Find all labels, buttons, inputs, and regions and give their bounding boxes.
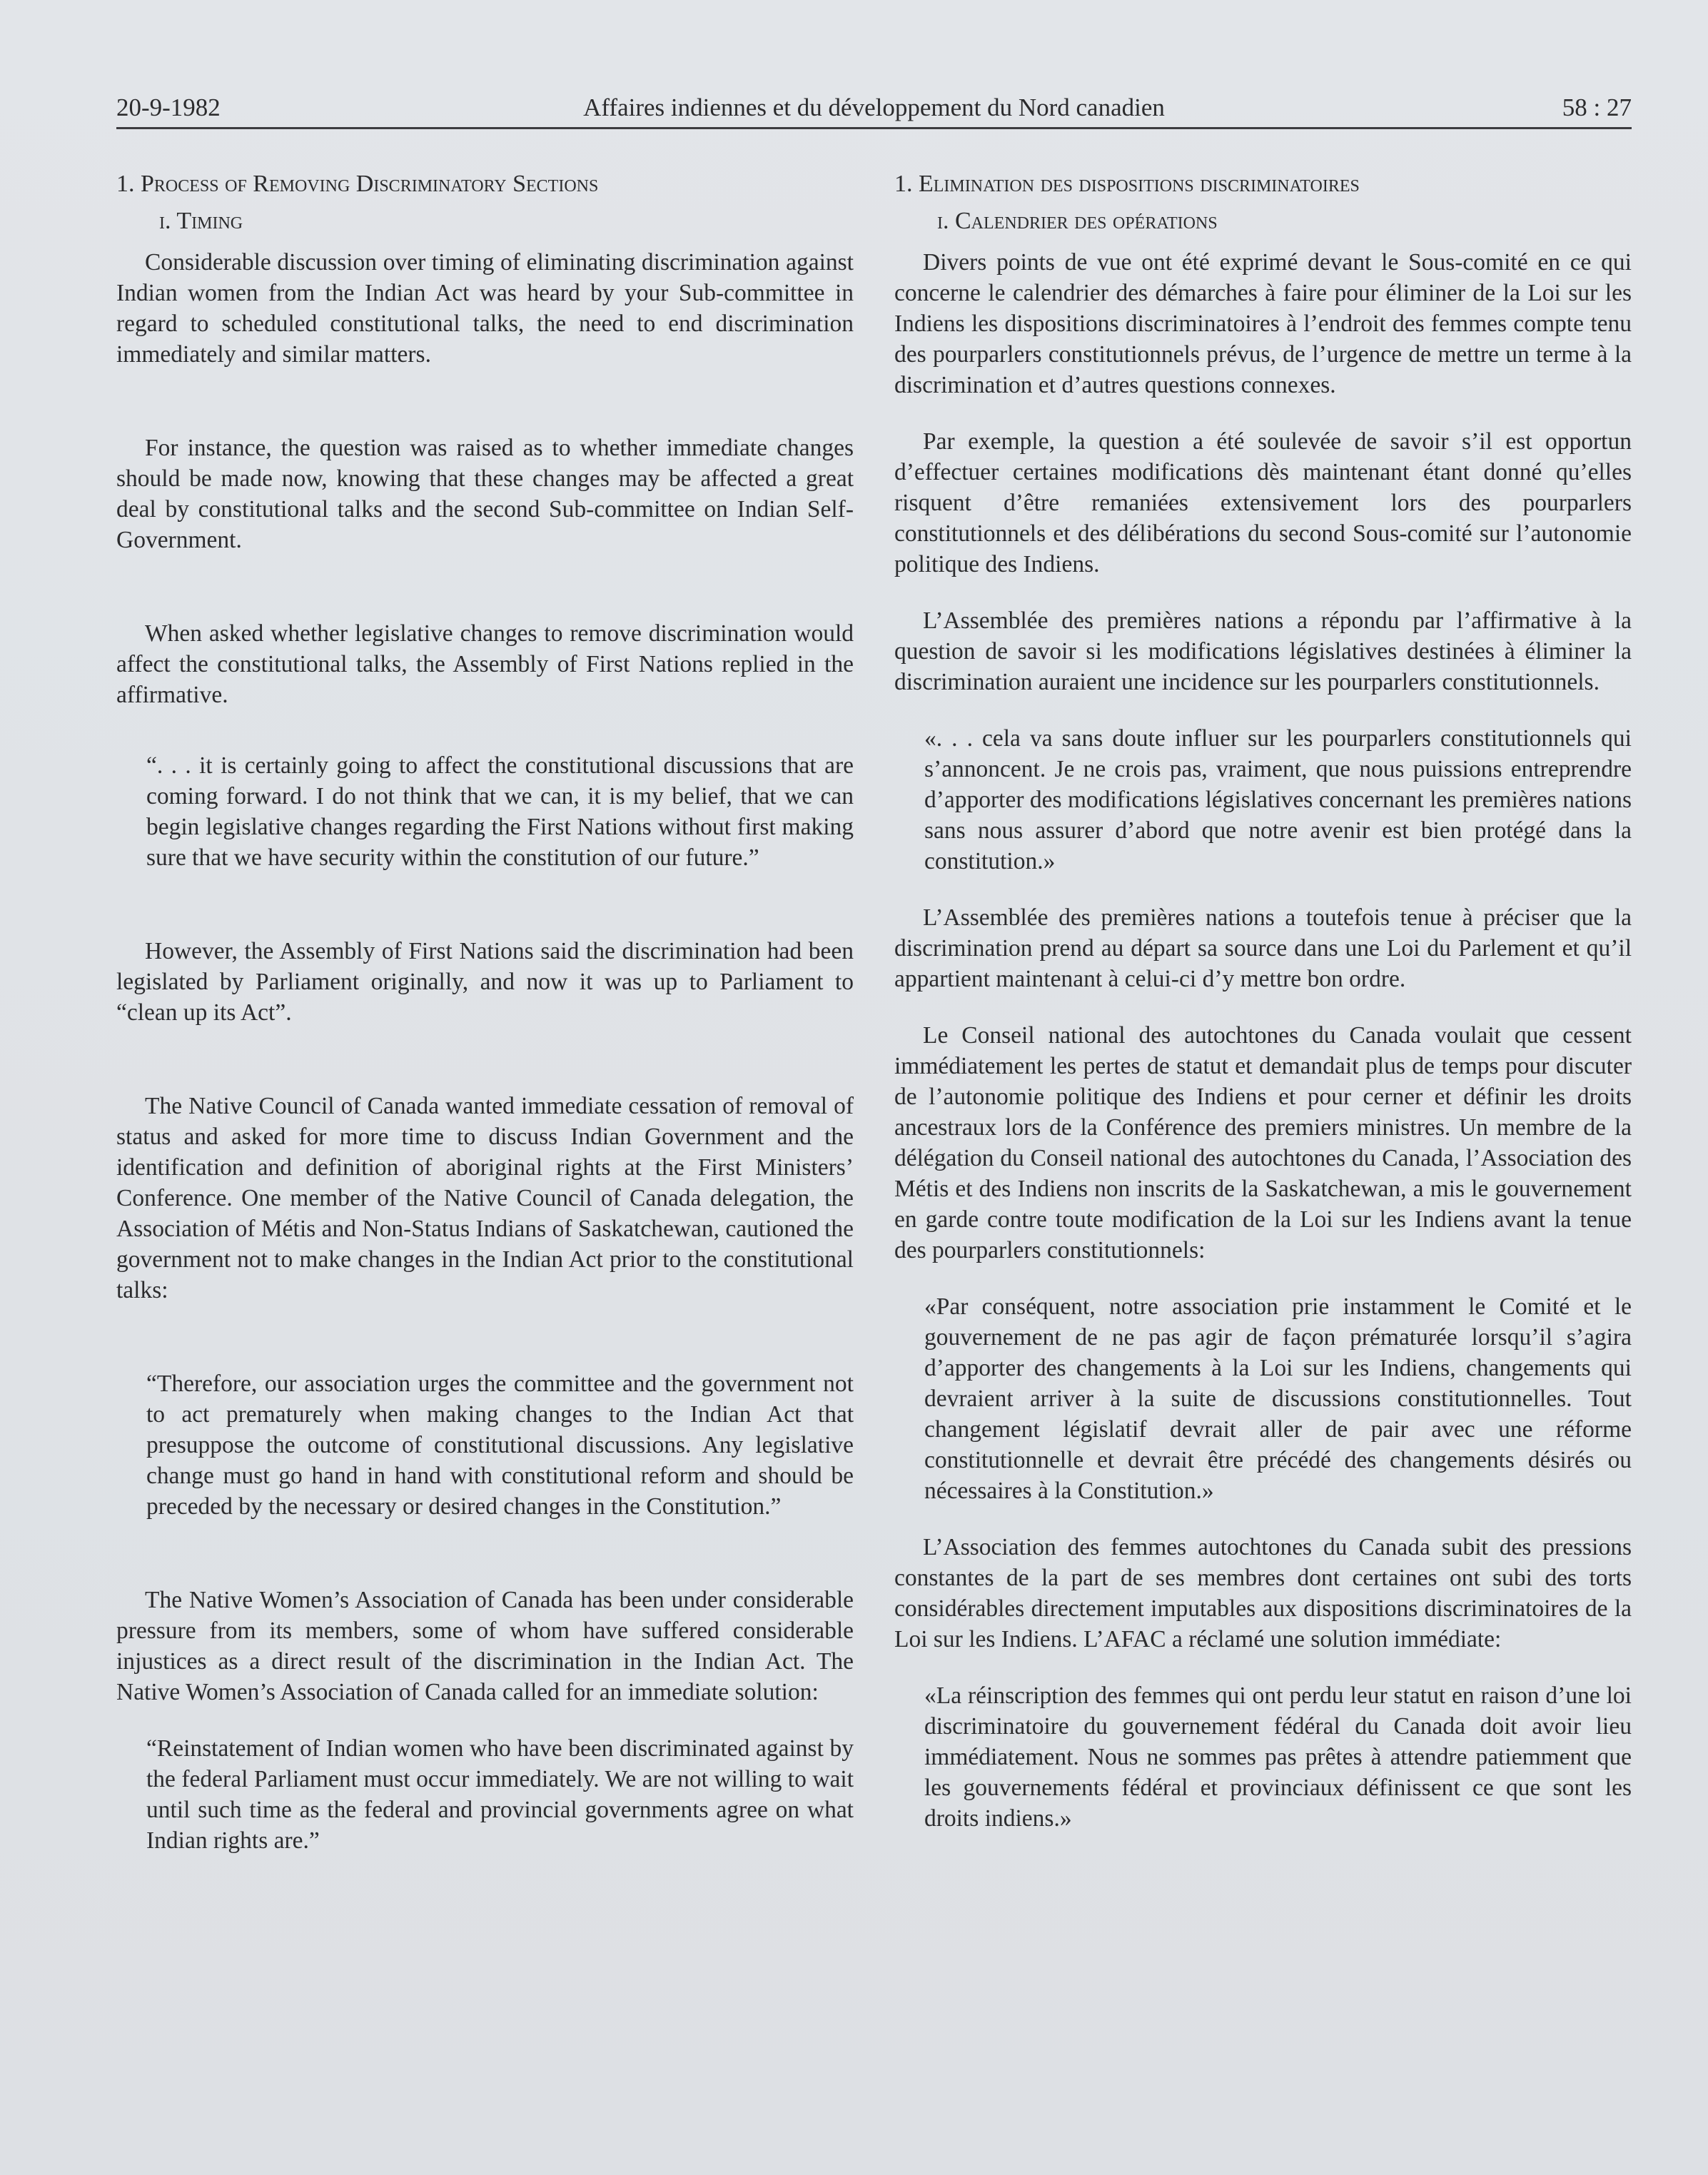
paragraph: Considerable discussion over timing of eliminating discrimination against Indian women from the Indian Act was heard by your Sub-committee in regard to scheduled constitutional talks, the need to end discrimination immediately and similar matters. <box>116 249 854 368</box>
paragraph: L’Association des femmes autochtones du Canada subit des pressions constantes de la part de ses membres dont certaines ont subi des torts considérables directement imputables aux dispositions discriminatoires de la Loi sur les Indiens. L’AFAC a réclamé une solution immédiate: <box>894 1534 1632 1652</box>
paragraph: Par exemple, la question a été soulevée de savoir s’il est opportun d’effectuer certaines modifications dès maintenant étant donné qu’elles risquent d’être remaniées extensivement lors des pourparlers constitutionnels et des délibérations du second Sous-comité sur l’autonomie politique des Indiens. <box>894 428 1632 577</box>
header-page-number: 58 : 27 <box>1562 94 1632 121</box>
page-header <box>116 91 1632 124</box>
section-title: 1. Process of Removing Discriminatory Sections <box>116 171 599 197</box>
quotation: “. . . it is certainly going to affect the constitutional discussions that are coming forward. I do not think that we can, it is my belief, that we can begin legislative changes regarding the First Nations without first making sure that we have security within the constitution of our future.” <box>146 752 854 871</box>
quotation: «Par conséquent, notre association prie instamment le Comité et le gouvernement de ne pas agir de façon prématurée lorsqu’il s’agira d’apporter des changements à la Loi sur les Indiens, changements qui devraient arriver à la suite de discussions constitutionnelles. Tout changement législatif devrait aller de pair avec une réforme constitutionnelle et devrait être précédé des changements désirés ou nécessaires à la Constitution.» <box>924 1293 1632 1504</box>
quotation: “Therefore, our association urges the committee and the government not to act prematurely when making changes to the Indian Act that presuppose the outcome of constitutional discussions. Any legislative change must go hand in hand with constitutional reform and should be preceded by the necessary or desired changes in the Constitution.” <box>146 1371 854 1520</box>
quotation: «. . . cela va sans doute influer sur les pourparlers constitutionnels qui s’annoncent. Je ne crois pas, vraiment, que nous puissions entreprendre d’apporter des modifications législatives concernant les premières nations sans nous assurer d’abord que notre avenir est bien protégé dans la constitution.» <box>924 725 1632 874</box>
header-date: 20-9-1982 <box>116 94 221 121</box>
paragraph: Divers points de vue ont été exprimé devant le Sous-comité en ce qui concerne le calendrier des démarches à faire pour éliminer de la Loi sur les Indiens les dispositions discriminatoires à l’endroit des femmes compte tenu des pourparlers constitutionnels prévus, de l’urgence de mettre un terme à la discrimination et d’autres questions connexes. <box>894 249 1632 398</box>
paragraph: For instance, the question was raised as to whether immediate changes should be made now, knowing that these changes may be affected a great deal by constitutional talks and the second Sub-committee on Indian Self-Government. <box>116 435 854 553</box>
paragraph: The Native Council of Canada wanted immediate cessation of removal of status and asked for more time to discuss Indian Government and the identification and definition of aboriginal rights at the First Ministers’ Conference. One member of the Native Council of Canada delegation, the Association of Métis and Non-Status Indians of Saskatchewan, cautioned the government not to make changes in the Indian Act prior to the constitutional talks: <box>116 1093 854 1303</box>
french-column <box>894 166 1632 1834</box>
paragraph: However, the Assembly of First Nations said the discrimination had been legislated by Parliament originally, and now it was up to Parliament to “clean up its Act”. <box>116 938 854 1026</box>
quotation: «La réinscription des femmes qui ont perdu leur statut en raison d’une loi discriminatoire du gouvernement fédéral du Canada doit avoir lieu immédiatement. Nous ne sommes pas prêtes à attendre patiemment que les gouvernements fédéral et provinciaux définissent ce que sont les droits indiens.» <box>924 1682 1632 1832</box>
section-title: 1. Elimination des dispositions discriminatoires <box>894 171 1360 197</box>
paragraph: L’Assemblée des premières nations a répondu par l’affirmative à la question de savoir si les modifications législatives destinées à éliminer la discrimination auraient une incidence sur les pourparlers constitutionnels. <box>894 607 1632 695</box>
quotation: “Reinstatement of Indian women who have been discriminated against by the federal Parliament must occur immediately. We are not willing to wait until such time as the federal and provincial governments agree on what Indian rights are.” <box>146 1735 854 1854</box>
paragraph: L’Assemblée des premières nations a toutefois tenue à préciser que la discrimination prend au départ sa source dans une Loi du Parlement et qu’il appartient maintenant à celui-ci d’y mettre bon ordre. <box>894 904 1632 992</box>
paragraph: When asked whether legislative changes to remove discrimination would affect the constitutional talks, the Assembly of First Nations replied in the affirmative. <box>116 620 854 708</box>
header-title: Affaires indiennes et du développement du Nord canadien <box>583 94 1165 121</box>
english-column <box>116 166 854 1856</box>
paragraph: The Native Women’s Association of Canada has been under considerable pressure from its members, some of whom have suffered considerable injustices as a direct result of the discrimination in the Indian Act. The Native Women’s Association of Canada called for an immediate solution: <box>116 1587 854 1705</box>
subsection-title: i. Timing <box>159 208 243 234</box>
paragraph: Le Conseil national des autochtones du Canada voulait que cessent immédiatement les pertes de statut et demandait plus de temps pour discuter de l’autonomie politique des Indiens et pour cerner et définir les droits ancestraux lors de la Conférence des premiers ministres. Un membre de la délégation du Conseil national des autochtones du Canada, l’Association des Métis et des Indiens non inscrits de la Saskatchewan, a mis le gouvernement en garde contre toute modification de la Loi sur les Indiens avant la tenue des pourparlers constitutionnels: <box>894 1022 1632 1263</box>
header-rule <box>116 127 1632 129</box>
subsection-title: i. Calendrier des opérations <box>937 208 1218 234</box>
